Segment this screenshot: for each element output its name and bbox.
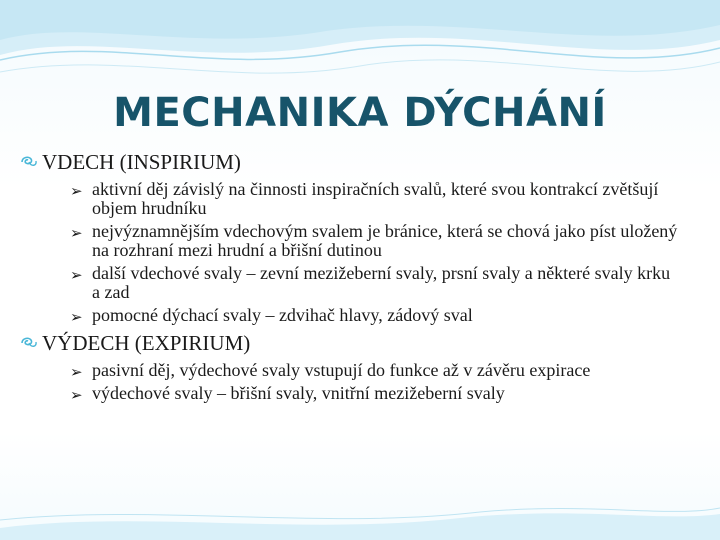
arrow-bullet-icon: ➢	[70, 182, 83, 200]
list-item	[20, 384, 680, 403]
list-item	[20, 306, 680, 325]
section-heading-text: VÝDECH (EXPIRIUM)	[42, 331, 251, 355]
bottom-wave-decoration	[0, 500, 720, 540]
list-item	[20, 222, 680, 260]
arrow-bullet-icon: ➢	[70, 363, 83, 381]
list-item-text: aktivní děj závislý na činnosti inspiračních svalů, které svou kontrakcí zvětšují objem hrudníku	[92, 179, 659, 218]
arrow-bullet-icon: ➢	[70, 308, 83, 326]
section-inspirium	[20, 150, 680, 325]
arrow-bullet-icon: ➢	[70, 224, 83, 242]
arrow-bullet-icon: ➢	[70, 386, 83, 404]
list-item-text: pasivní děj, výdechové svaly vstupují do funkce až v závěru expirace	[92, 360, 591, 380]
section-heading	[20, 150, 680, 174]
section-heading-text: VDECH (INSPIRIUM)	[42, 150, 241, 174]
swirl-bullet-icon	[20, 336, 38, 350]
list-item	[20, 264, 680, 302]
list-item-text: nejvýznamnějším vdechovým svalem je bránice, která se chová jako píst uložený na rozhraní mezi hrudní a břišní dutinou	[92, 221, 678, 260]
arrow-bullet-icon: ➢	[70, 266, 83, 284]
section-expirium	[20, 331, 680, 403]
section-heading	[20, 331, 680, 355]
top-wave-decoration	[0, 0, 720, 95]
list-item	[20, 361, 680, 380]
list-item	[20, 180, 680, 218]
slide-title: MECHANIKA DÝCHÁNÍ	[113, 90, 607, 136]
list-item-text: výdechové svaly – břišní svaly, vnitřní mezižeberní svaly	[92, 383, 505, 403]
swirl-bullet-icon	[20, 155, 38, 169]
slide-content	[20, 150, 680, 409]
list-item-text: pomocné dýchací svaly – zdvihač hlavy, zádový sval	[92, 305, 473, 325]
list-item-text: další vdechové svaly – zevní mezižeberní svaly, prsní svaly a některé svaly krku a zad	[92, 263, 671, 302]
